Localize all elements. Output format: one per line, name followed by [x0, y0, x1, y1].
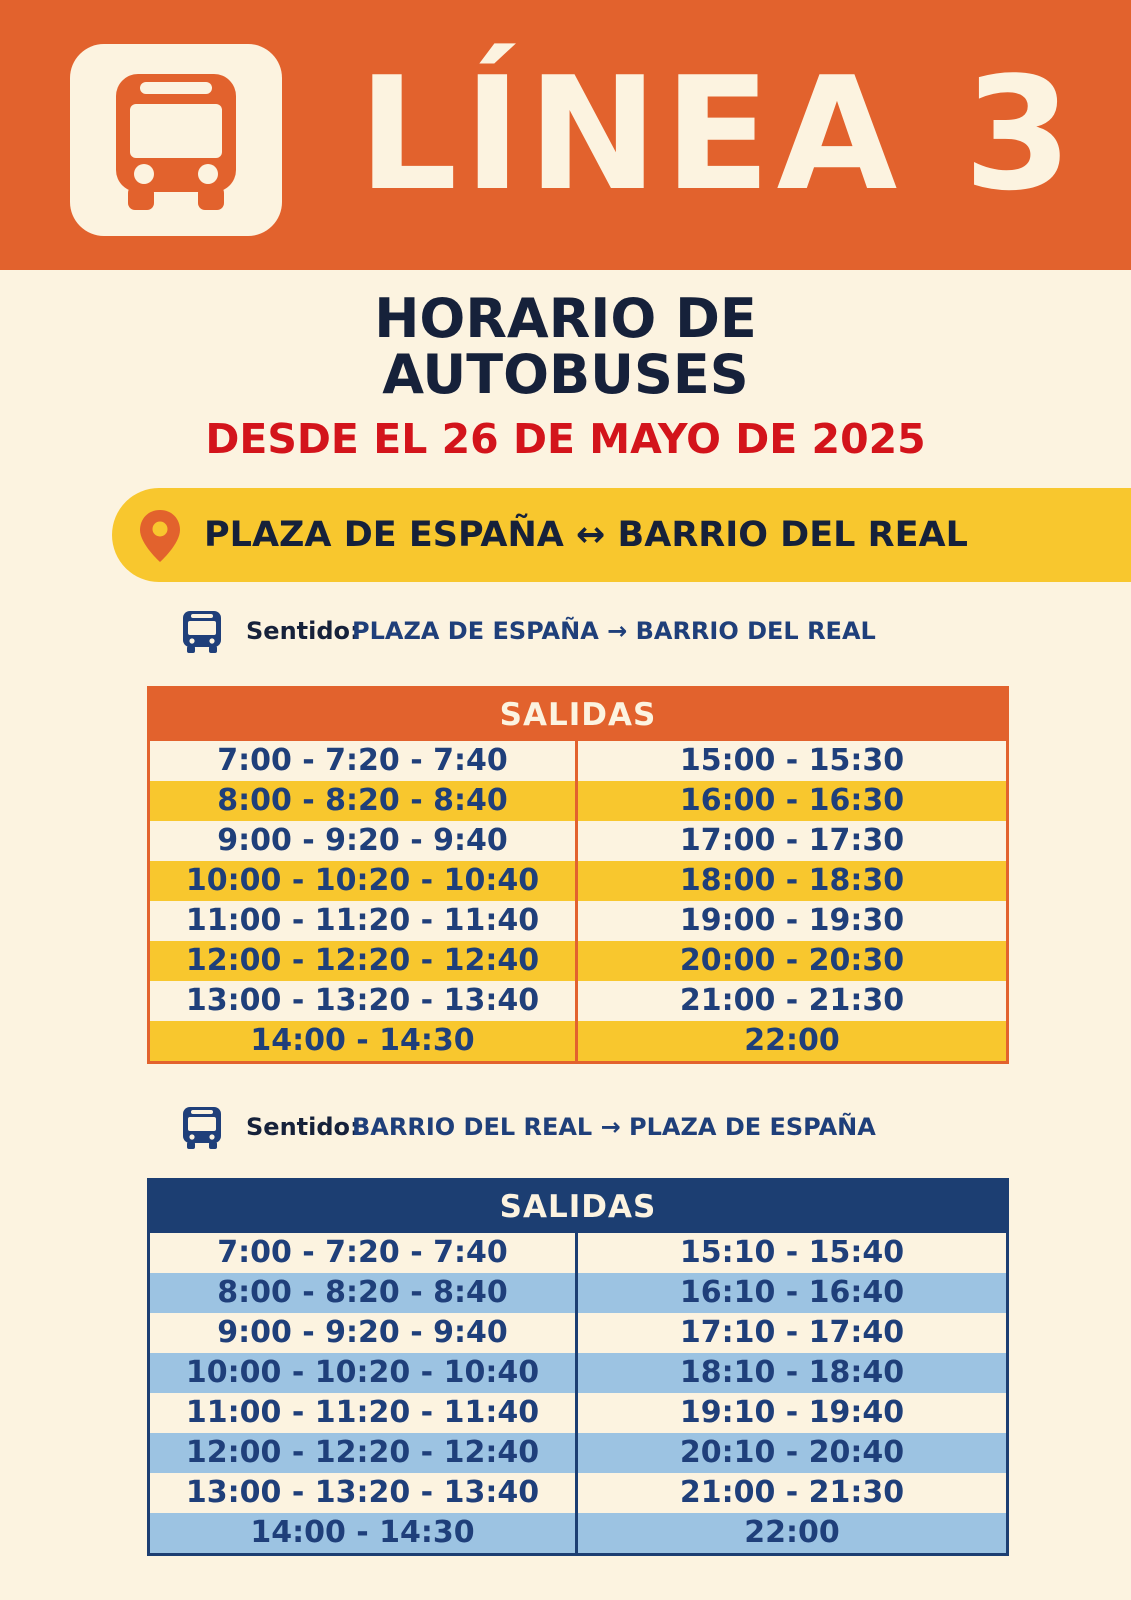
- times-column-morning: [150, 1233, 578, 1553]
- time-cell: 16:00 - 16:30: [578, 781, 1006, 821]
- schedule-table-outbound: [147, 686, 1009, 1064]
- route-name: PLAZA DE ESPAÑA ↔ BARRIO DEL REAL: [204, 515, 968, 555]
- time-cell: 16:10 - 16:40: [578, 1273, 1006, 1313]
- direction-label: Sentido:: [246, 1113, 360, 1141]
- time-cell: 8:00 - 8:20 - 8:40: [150, 1273, 575, 1313]
- time-cell: 7:00 - 7:20 - 7:40: [217, 743, 508, 778]
- times-column-afternoon: [578, 741, 1006, 1061]
- page-title-line1: HORARIO DE: [374, 287, 757, 350]
- time-cell: 14:00 - 14:30: [150, 1021, 575, 1061]
- time-cell: 12:00 - 12:20 - 12:40: [150, 1433, 575, 1473]
- direction-label: Sentido:: [246, 617, 360, 645]
- time-cell: 7:00 - 7:20 - 7:40: [217, 1235, 508, 1270]
- table-header: SALIDAS: [150, 1181, 1006, 1233]
- route-banner: [112, 488, 1131, 582]
- time-cell: 18:00 - 18:30: [578, 861, 1006, 901]
- schedule-table-return: [147, 1178, 1009, 1556]
- time-cell: 17:00 - 17:30: [679, 823, 905, 858]
- logo-badge: [70, 44, 282, 236]
- time-cell: 15:10 - 15:40: [679, 1235, 905, 1270]
- time-cell: 11:00 - 11:20 - 11:40: [185, 1395, 540, 1430]
- time-cell: 10:00 - 10:20 - 10:40: [150, 1353, 575, 1393]
- table-header: SALIDAS: [150, 689, 1006, 741]
- time-cell: 22:00: [578, 1513, 1006, 1553]
- time-cell: 10:00 - 10:20 - 10:40: [150, 861, 575, 901]
- time-cell: 15:00 - 15:30: [679, 743, 905, 778]
- time-cell: 19:00 - 19:30: [679, 903, 905, 938]
- header-banner: [0, 0, 1131, 270]
- time-cell: 11:00 - 11:20 - 11:40: [185, 903, 540, 938]
- direction-route: PLAZA DE ESPAÑA → BARRIO DEL REAL: [352, 617, 876, 645]
- time-cell: 20:00 - 20:30: [578, 941, 1006, 981]
- location-pin-icon: [138, 508, 182, 564]
- effective-date: DESDE EL 26 DE MAYO DE 2025: [205, 415, 926, 463]
- line-title: LÍNEA 3: [358, 43, 1079, 225]
- bus-icon: [182, 1106, 222, 1150]
- time-cell: 9:00 - 9:20 - 9:40: [217, 1315, 508, 1350]
- time-cell: 17:10 - 17:40: [679, 1315, 905, 1350]
- time-cell: 19:10 - 19:40: [679, 1395, 905, 1430]
- time-cell: 9:00 - 9:20 - 9:40: [217, 823, 508, 858]
- time-cell: 18:10 - 18:40: [578, 1353, 1006, 1393]
- bus-icon: [106, 68, 246, 214]
- time-cell: 12:00 - 12:20 - 12:40: [150, 941, 575, 981]
- bus-icon: [182, 610, 222, 654]
- time-cell: 8:00 - 8:20 - 8:40: [150, 781, 575, 821]
- time-cell: 13:00 - 13:20 - 13:40: [185, 1475, 540, 1510]
- time-cell: 14:00 - 14:30: [150, 1513, 575, 1553]
- time-cell: 13:00 - 13:20 - 13:40: [185, 983, 540, 1018]
- times-column-afternoon: [578, 1233, 1006, 1553]
- time-cell: 21:00 - 21:30: [679, 1475, 905, 1510]
- direction-route: BARRIO DEL REAL → PLAZA DE ESPAÑA: [352, 1113, 876, 1141]
- time-cell: 22:00: [578, 1021, 1006, 1061]
- page-title-line2: AUTOBUSES: [382, 343, 749, 406]
- times-column-morning: [150, 741, 578, 1061]
- time-cell: 21:00 - 21:30: [679, 983, 905, 1018]
- time-cell: 20:10 - 20:40: [578, 1433, 1006, 1473]
